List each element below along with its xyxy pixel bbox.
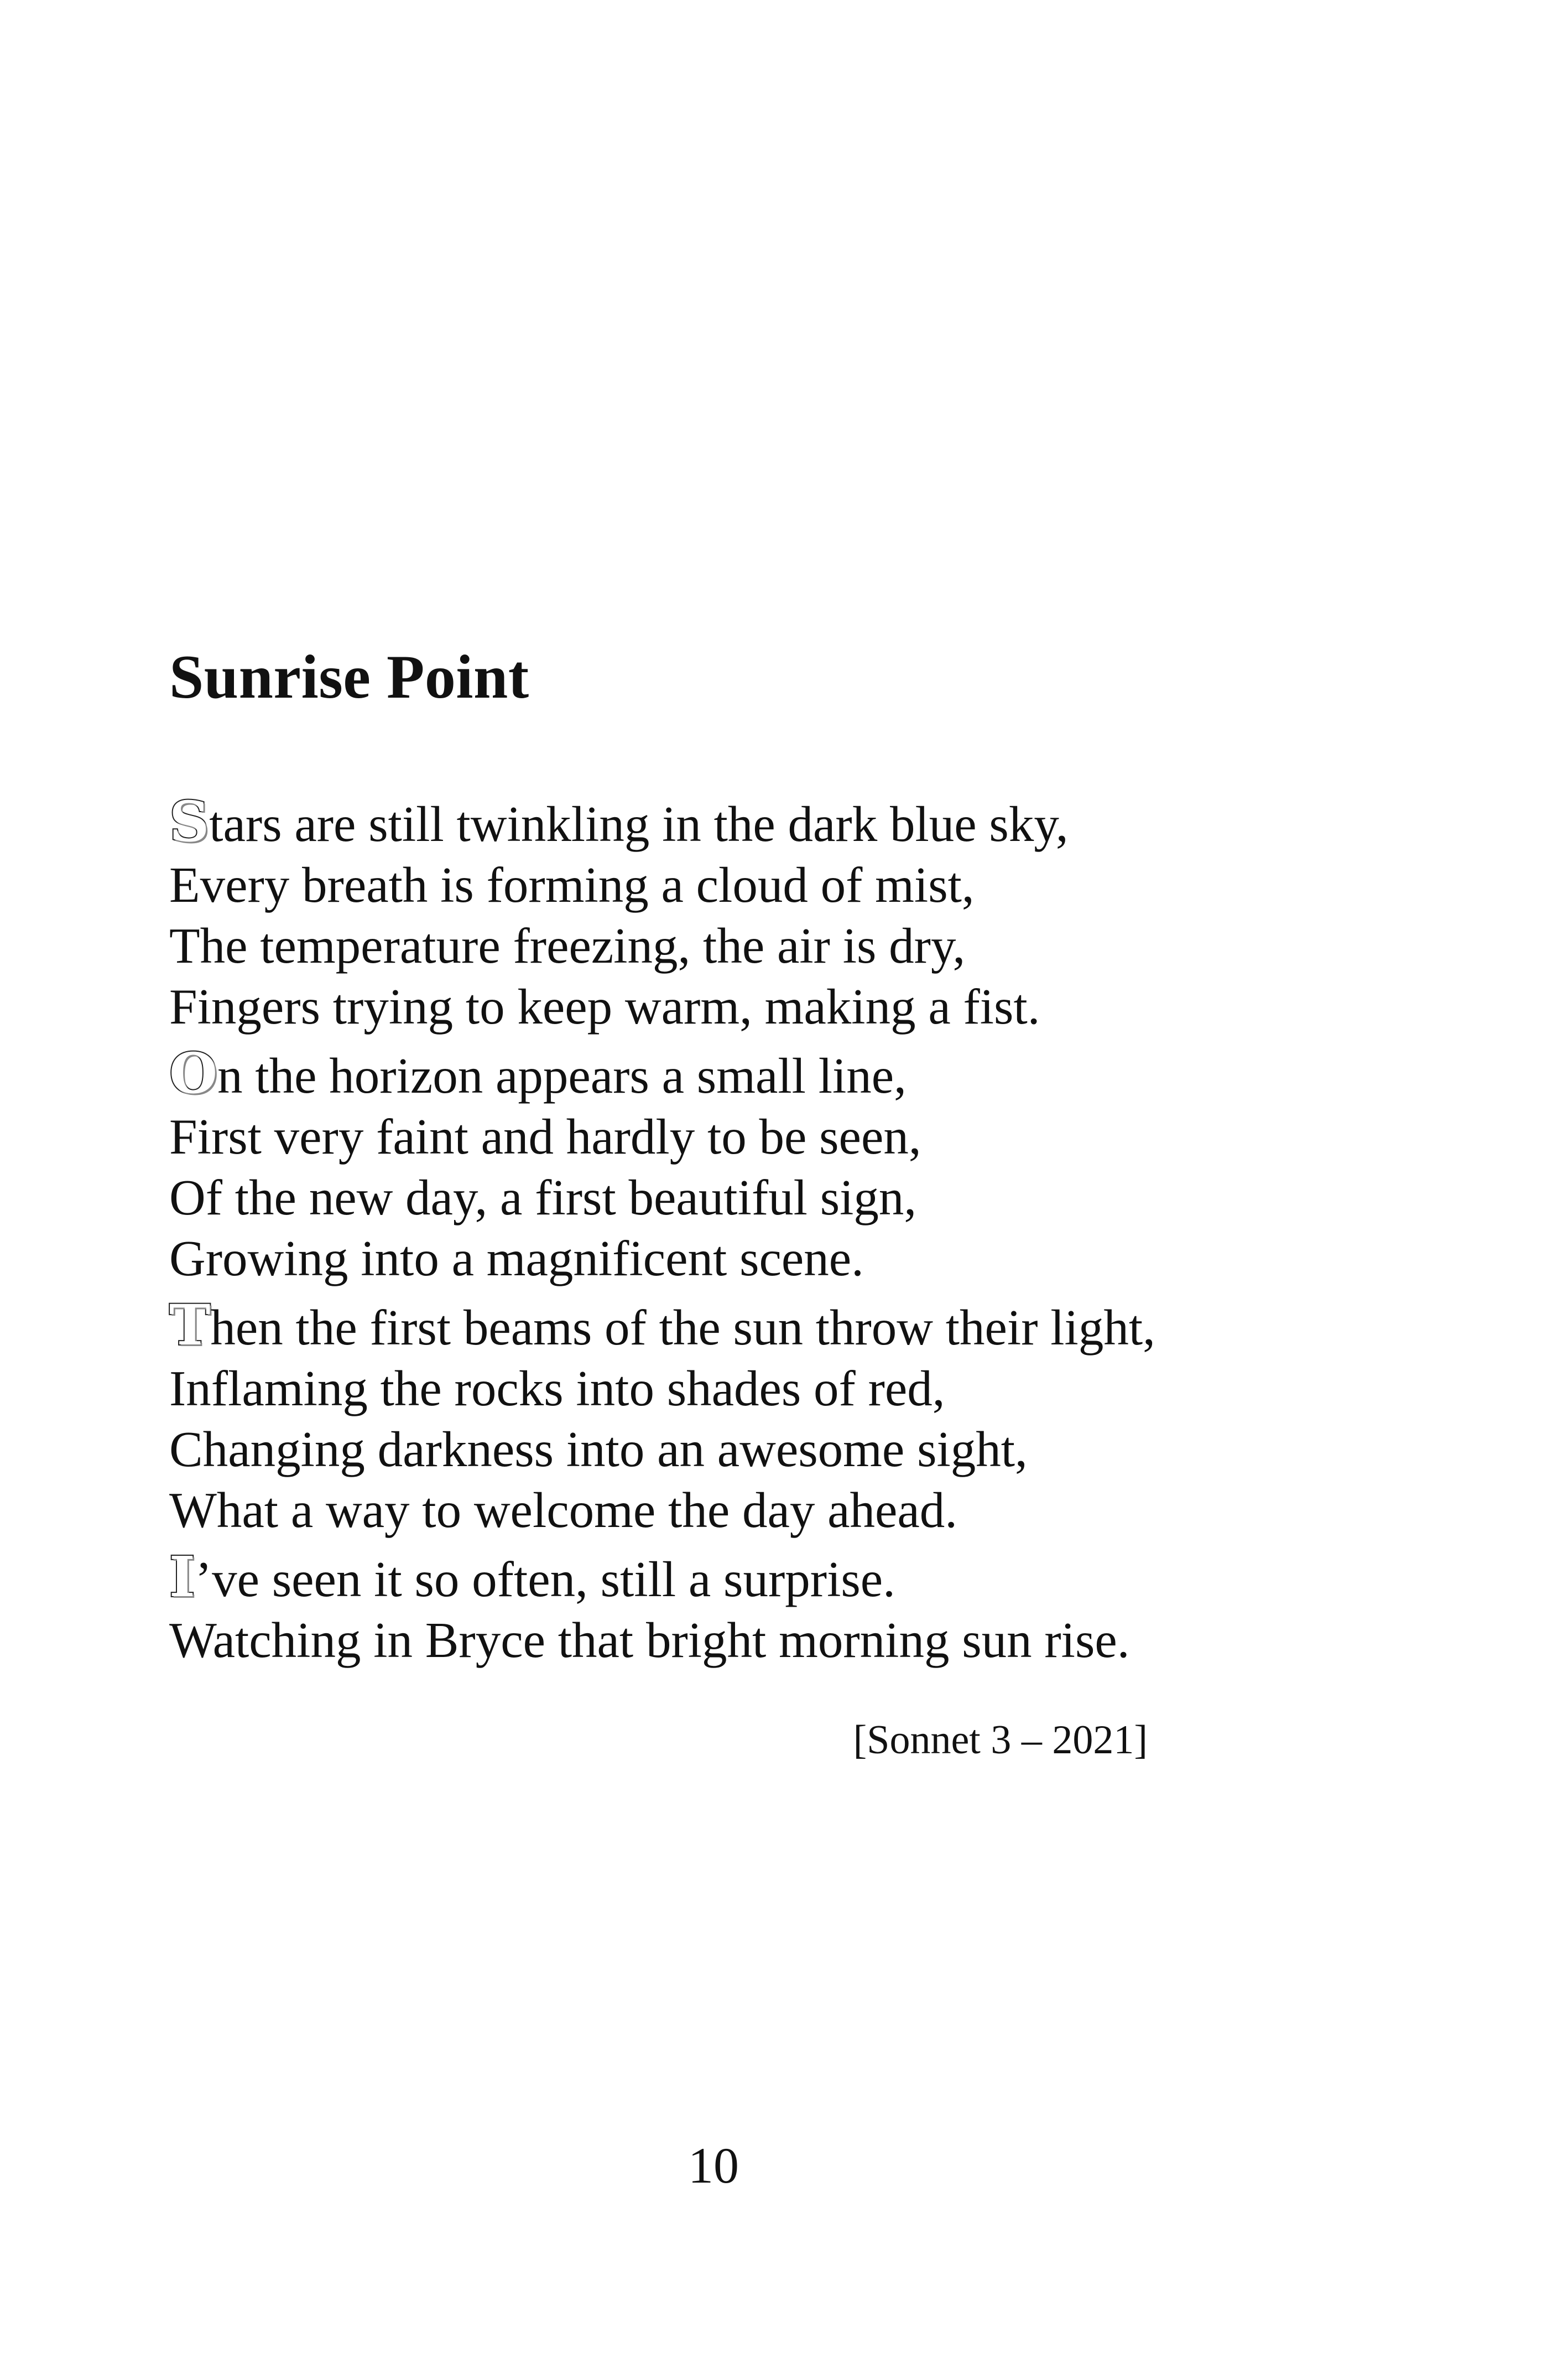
poem-body: [169, 791, 1441, 1671]
stanza-3: [169, 1292, 1441, 1541]
stanza-2: [169, 1043, 1441, 1289]
page-number: 10: [688, 2137, 739, 2194]
decorative-initial: T: [169, 1292, 211, 1358]
stanza-1: [169, 791, 1441, 1037]
poem-line: The temperature freezing, the air is dry,: [169, 918, 966, 974]
line-text: tars are still twinkling in the dark blue sky,: [209, 796, 1069, 852]
line-text: ’ve seen it so often, still a surprise.: [195, 1551, 895, 1607]
poem-line: Fingers trying to keep warm, making a fist.: [169, 979, 1040, 1035]
poem-line: [169, 1292, 1441, 1358]
poem-line: [169, 791, 1441, 855]
poem-attribution: [Sonnet 3 – 2021]: [853, 1717, 1148, 1763]
poem-line: Inflaming the rocks into shades of red,: [169, 1360, 945, 1416]
poem-title: Sunrise Point: [169, 643, 529, 711]
decorative-initial: I: [169, 1544, 195, 1609]
decorative-initial: O: [169, 1041, 218, 1106]
poem-line: Watching in Bryce that bright morning sun rise.: [169, 1612, 1130, 1668]
poem-line: Growing into a magnificent scene.: [169, 1230, 864, 1286]
line-text: hen the first beams of the sun throw their light,: [210, 1300, 1155, 1355]
poem-line: [169, 1546, 1441, 1610]
poem-line: Of the new day, a first beautiful sign,: [169, 1170, 917, 1225]
stanza-4: [169, 1546, 1441, 1671]
poem-line: Every breath is forming a cloud of mist,: [169, 857, 975, 913]
poem-line: [169, 1043, 1441, 1107]
poem-line: First very faint and hardly to be seen,: [169, 1109, 921, 1165]
decorative-initial: S: [169, 789, 210, 854]
poem-line: Changing darkness into an awesome sight,: [169, 1421, 1028, 1477]
poem-line: What a way to welcome the day ahead.: [169, 1482, 958, 1538]
line-text: n the horizon appears a small line,: [217, 1048, 907, 1104]
